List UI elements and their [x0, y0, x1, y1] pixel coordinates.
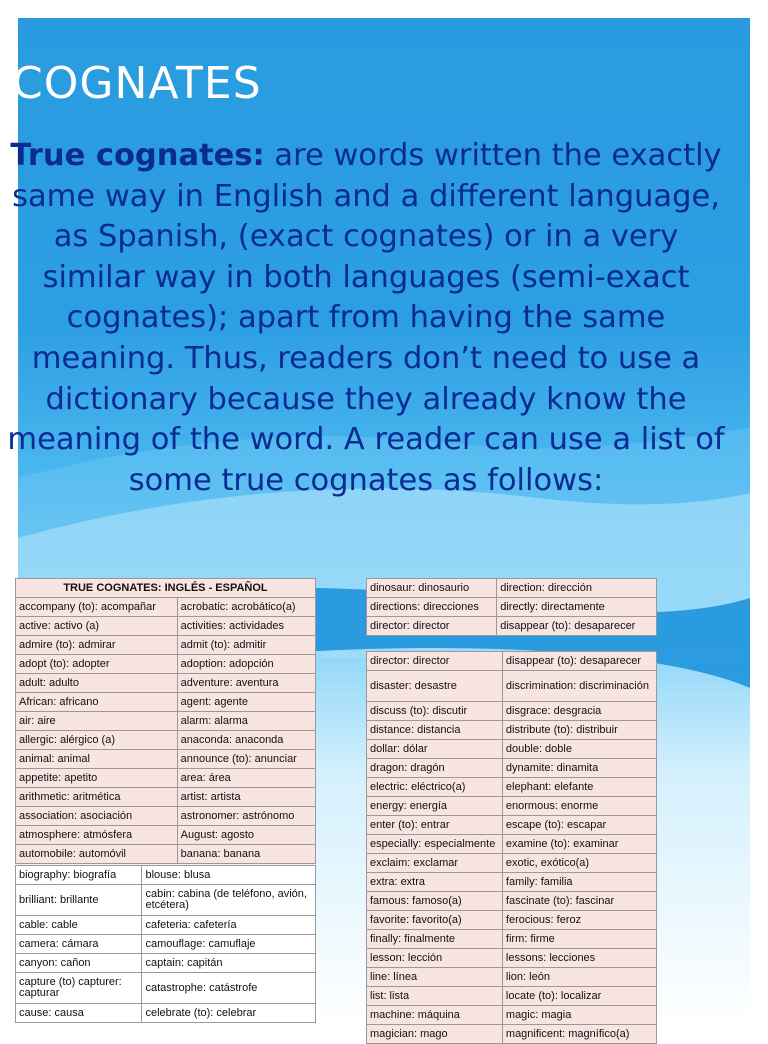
table-cell: disgrace: desgracia — [502, 702, 656, 721]
table-cell: African: africano — [16, 693, 178, 712]
table-row — [367, 892, 657, 911]
table-cell: atmosphere: atmósfera — [16, 826, 178, 845]
table-cell: admit (to): admitir — [177, 636, 315, 655]
table-cell: distance: distancia — [367, 721, 503, 740]
table-row — [16, 788, 316, 807]
table-row — [367, 911, 657, 930]
table-cell: anaconda: anaconda — [177, 731, 315, 750]
table-cell: enormous: enorme — [502, 797, 656, 816]
table-header: TRUE COGNATES: INGLÉS - ESPAÑOL — [16, 579, 316, 598]
table-cell: lesson: lección — [367, 949, 503, 968]
table-cell: appetite: apetito — [16, 769, 178, 788]
table-cell: artist: artista — [177, 788, 315, 807]
table-cell: cause: causa — [16, 1004, 142, 1023]
table-cell: alarm: alarma — [177, 712, 315, 731]
table-cell: lion: león — [502, 968, 656, 987]
table-cell: activities: actividades — [177, 617, 315, 636]
table-row — [367, 987, 657, 1006]
table-cell: camouflage: camuflaje — [142, 935, 316, 954]
table-cell: admire (to): admirar — [16, 636, 178, 655]
table-row — [16, 750, 316, 769]
table-row — [367, 671, 657, 702]
table-cell: cabin: cabina (de teléfono, avión, etcétera) — [142, 885, 316, 916]
table-row — [367, 816, 657, 835]
table-cell: lessons: lecciones — [502, 949, 656, 968]
table-cell: dinosaur: dinosaurio — [367, 579, 497, 598]
table-cell: area: área — [177, 769, 315, 788]
table-cell: adopt (to): adopter — [16, 655, 178, 674]
table-row — [16, 935, 316, 954]
table-cell: director: director — [367, 617, 497, 636]
table-row — [16, 693, 316, 712]
table-cell: extra: extra — [367, 873, 503, 892]
table-cell: locate (to): localizar — [502, 987, 656, 1006]
table-cell: agent: agente — [177, 693, 315, 712]
table-cell: allergic: alérgico (a) — [16, 731, 178, 750]
table-cell: energy: energía — [367, 797, 503, 816]
table-cell: ferocious: feroz — [502, 911, 656, 930]
table-cell: cable: cable — [16, 916, 142, 935]
table-cell: firm: firme — [502, 930, 656, 949]
table-cell: association: asociación — [16, 807, 178, 826]
table-cell: escape (to): escapar — [502, 816, 656, 835]
table-cell: announce (to): anunciar — [177, 750, 315, 769]
table-row — [16, 636, 316, 655]
table-row — [367, 759, 657, 778]
table-cell: accompany (to): acompañar — [16, 598, 178, 617]
definition-text: are words written the exactly same way in English and a different language, as Spanish, (exact cognates) or in a very similar way in both languages (semi-exact cognates); apart from having the same meaning. Thus, readers don’t need to use a dictionary because they already know the meaning of the word. A reader can use a list of some true cognates as follows: — [7, 138, 725, 498]
table-row — [367, 1006, 657, 1025]
table-cell: dynamite: dinamita — [502, 759, 656, 778]
table-cell: astronomer: astrónomo — [177, 807, 315, 826]
table-cell: finally: finalmente — [367, 930, 503, 949]
table-cell: celebrate (to): celebrar — [142, 1004, 316, 1023]
table-cell: list: lista — [367, 987, 503, 1006]
table-cell: air: aire — [16, 712, 178, 731]
table-row — [16, 731, 316, 750]
table-row — [367, 652, 657, 671]
table-cell: enter (to): entrar — [367, 816, 503, 835]
table-cell: discrimination: discriminación — [502, 671, 656, 702]
table-cell: exclaim: exclamar — [367, 854, 503, 873]
table-row — [367, 598, 657, 617]
table-cell: canyon: cañon — [16, 954, 142, 973]
table-row — [367, 854, 657, 873]
table-row — [16, 769, 316, 788]
table-row — [16, 885, 316, 916]
table-cell: discuss (to): discutir — [367, 702, 503, 721]
table-row — [367, 797, 657, 816]
table-cell: distribute (to): distribuir — [502, 721, 656, 740]
table-row — [367, 1025, 657, 1044]
table-cell: examine (to): examinar — [502, 835, 656, 854]
table-row — [16, 845, 316, 864]
table-cell: directly: directamente — [497, 598, 657, 617]
table-cell: camera: cámara — [16, 935, 142, 954]
table-cell: double: doble — [502, 740, 656, 759]
table-cell: magnificent: magnífico(a) — [502, 1025, 656, 1044]
cognates-table-d — [366, 651, 657, 1044]
table-cell: electric: eléctrico(a) — [367, 778, 503, 797]
table-cell: capture (to) capturer: capturar — [16, 973, 142, 1004]
cognates-table-b — [15, 865, 316, 1023]
table-cell: magician: mago — [367, 1025, 503, 1044]
table-cell: disaster: desastre — [367, 671, 503, 702]
table-cell: adoption: adopción — [177, 655, 315, 674]
table-row — [16, 954, 316, 973]
table-cell: direction: dirección — [497, 579, 657, 598]
table-cell: arithmetic: aritmética — [16, 788, 178, 807]
table-row — [367, 968, 657, 987]
table-row — [367, 778, 657, 797]
table-cell: family: familia — [502, 873, 656, 892]
table-cell: catastrophe: catástrofe — [142, 973, 316, 1004]
definition-term: True cognates: — [10, 138, 265, 173]
table-row — [16, 866, 316, 885]
table-cell: disappear (to): desaparecer — [502, 652, 656, 671]
table-row — [367, 702, 657, 721]
table-cell: adventure: aventura — [177, 674, 315, 693]
table-cell: famous: famoso(a) — [367, 892, 503, 911]
table-cell: director: director — [367, 652, 503, 671]
table-cell: disappear (to): desaparecer — [497, 617, 657, 636]
table-row — [367, 579, 657, 598]
table-cell: banana: banana — [177, 845, 315, 864]
table-row — [16, 973, 316, 1004]
table-row — [367, 949, 657, 968]
cognates-table-c — [366, 578, 657, 636]
table-row — [367, 873, 657, 892]
table-cell: machine: máquina — [367, 1006, 503, 1025]
table-cell: fascinate (to): fascinar — [502, 892, 656, 911]
table-cell: favorite: favorito(a) — [367, 911, 503, 930]
cognates-table-a — [15, 578, 316, 864]
table-row — [367, 617, 657, 636]
table-cell: August: agosto — [177, 826, 315, 845]
table-row — [367, 721, 657, 740]
table-cell: elephant: elefante — [502, 778, 656, 797]
table-row — [16, 617, 316, 636]
slide-title: COGNATES — [12, 58, 262, 109]
table-row — [16, 1004, 316, 1023]
table-row — [367, 930, 657, 949]
table-row — [367, 740, 657, 759]
table-cell: brilliant: brillante — [16, 885, 142, 916]
table-row — [16, 674, 316, 693]
table-row — [16, 598, 316, 617]
table-cell: automobile: automóvil — [16, 845, 178, 864]
table-cell: active: activo (a) — [16, 617, 178, 636]
table-cell: cafeteria: cafetería — [142, 916, 316, 935]
table-row — [16, 807, 316, 826]
table-row — [16, 712, 316, 731]
table-cell: dragon: dragón — [367, 759, 503, 778]
table-row — [16, 826, 316, 845]
table-cell: blouse: blusa — [142, 866, 316, 885]
table-row — [367, 835, 657, 854]
table-cell: magic: magia — [502, 1006, 656, 1025]
table-row — [16, 916, 316, 935]
table-cell: directions: direcciones — [367, 598, 497, 617]
table-cell: especially: especialmente — [367, 835, 503, 854]
table-cell: biography: biografía — [16, 866, 142, 885]
table-cell: exotic, exótico(a) — [502, 854, 656, 873]
table-cell: adult: adulto — [16, 674, 178, 693]
definition-paragraph — [0, 136, 732, 501]
table-cell: acrobatic: acrobático(a) — [177, 598, 315, 617]
table-cell: dollar: dólar — [367, 740, 503, 759]
table-cell: animal: animal — [16, 750, 178, 769]
table-cell: captain: capitán — [142, 954, 316, 973]
table-cell: line: línea — [367, 968, 503, 987]
table-row — [16, 655, 316, 674]
